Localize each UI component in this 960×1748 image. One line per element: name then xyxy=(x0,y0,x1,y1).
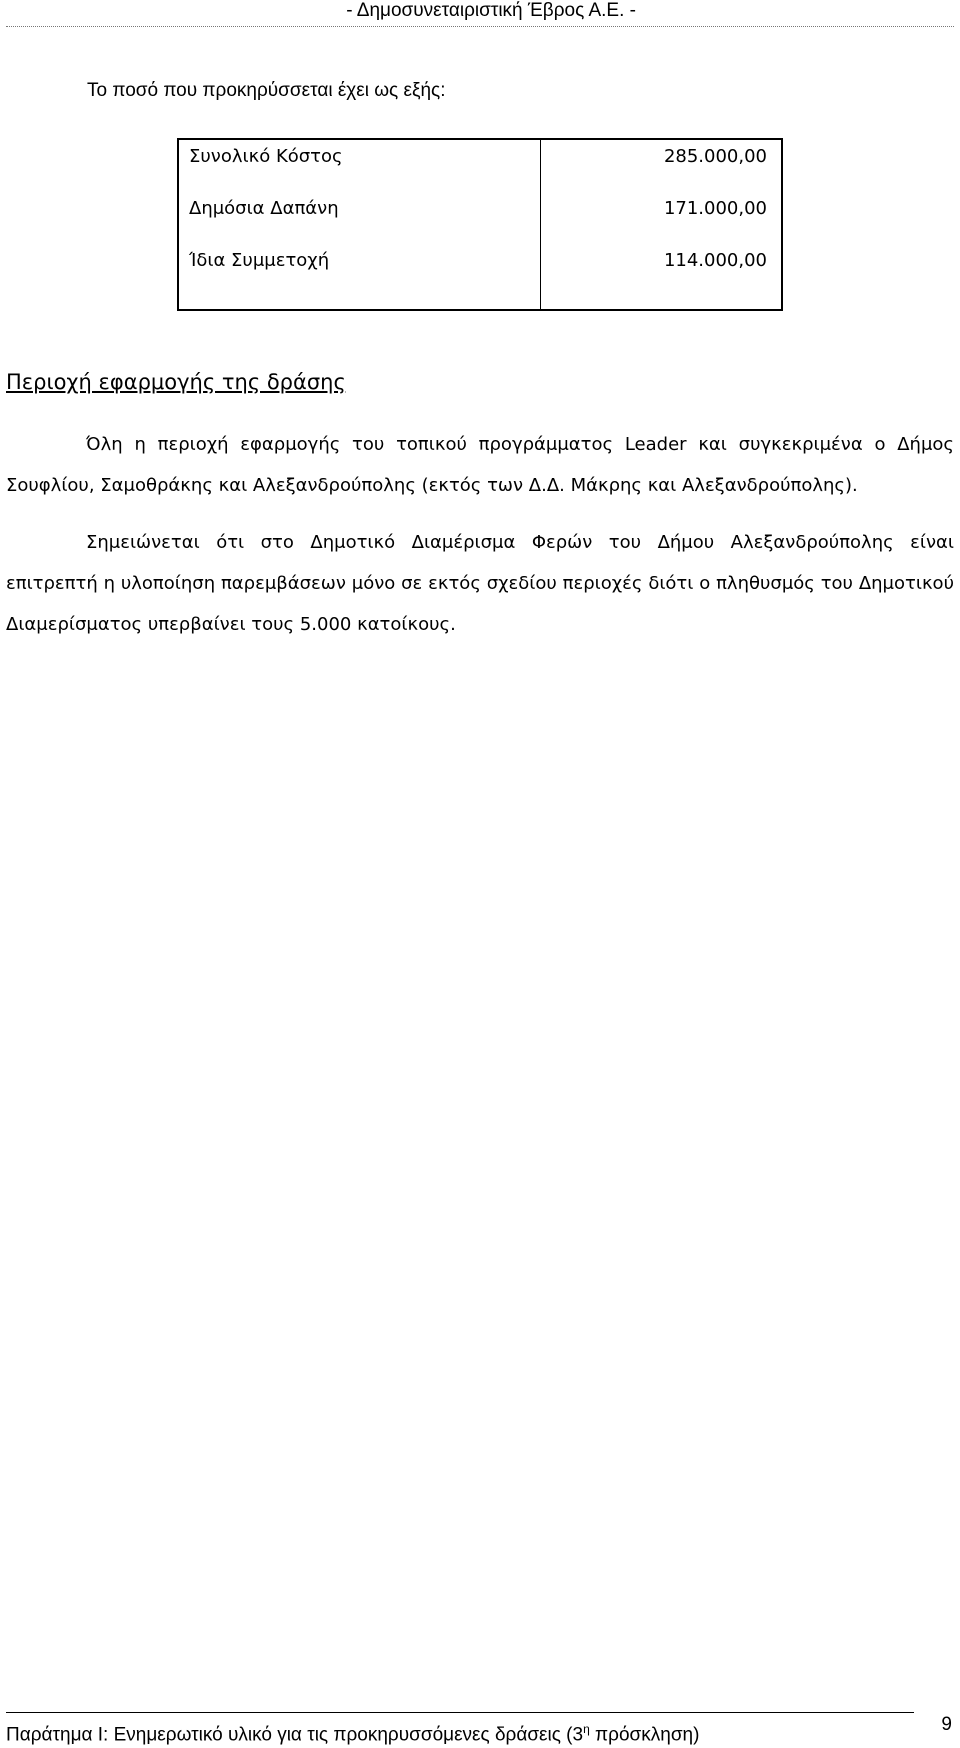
paragraph-text: Σημειώνεται ότι στο Δημοτικό Διαμέρισμα Φερών του Δήμου Αλεξανδρούπολης είναι επιτρεπτή η υλοποίηση παρεμβάσεων μόνο σε εκτός σχεδίου περιοχές διότι ο πληθυσμός του Δημοτικού Διαμερίσματος υπερβαίνει τους 5.000 κατοίκους. xyxy=(6,532,954,635)
table-row xyxy=(179,192,781,232)
page-header xyxy=(0,0,960,26)
footer-superscript: η xyxy=(583,1722,590,1736)
cost-table xyxy=(177,138,783,311)
header-title: - Δημοσυνεταιριστική Έβρος Α.Ε. - xyxy=(346,0,636,21)
row-label: Δημόσια Δαπάνη xyxy=(189,198,339,219)
row-label: Ίδια Συμμετοχή xyxy=(189,250,330,271)
page-number: 9 xyxy=(941,1714,952,1735)
footer-rule xyxy=(6,1712,914,1713)
footer-text-main: Παράτημα Ι: Ενημερωτικό υλικό για τις προκηρυσσόμενες δράσεις (3 xyxy=(6,1724,584,1746)
row-value: 171.000,00 xyxy=(663,198,767,219)
footer-text xyxy=(6,1722,699,1746)
footer-text-end: πρόσκληση) xyxy=(589,1724,700,1746)
page-footer xyxy=(0,1712,960,1748)
header-rule xyxy=(6,26,954,27)
paragraph-text: Όλη η περιοχή εφαρμογής του τοπικού προγράμματος Leader και συγκεκριμένα ο Δήμος Σουφλίου, Σαμοθράκης και Αλεξανδρούπολης (εκτός των Δ.Δ. Μάκρης και Αλεξανδρούπολης). xyxy=(6,434,954,496)
paragraph-note xyxy=(6,522,954,645)
section-title: Περιοχή εφαρμογής της δράσης xyxy=(6,370,346,394)
row-label: Συνολικό Κόστος xyxy=(189,146,343,167)
table-row xyxy=(179,244,781,284)
paragraph-area xyxy=(6,424,954,506)
intro-text: Το ποσό που προκηρύσσεται έχει ως εξής: xyxy=(87,80,446,101)
table-row xyxy=(179,140,781,180)
row-value: 285.000,00 xyxy=(663,146,767,167)
row-value: 114.000,00 xyxy=(663,250,767,271)
